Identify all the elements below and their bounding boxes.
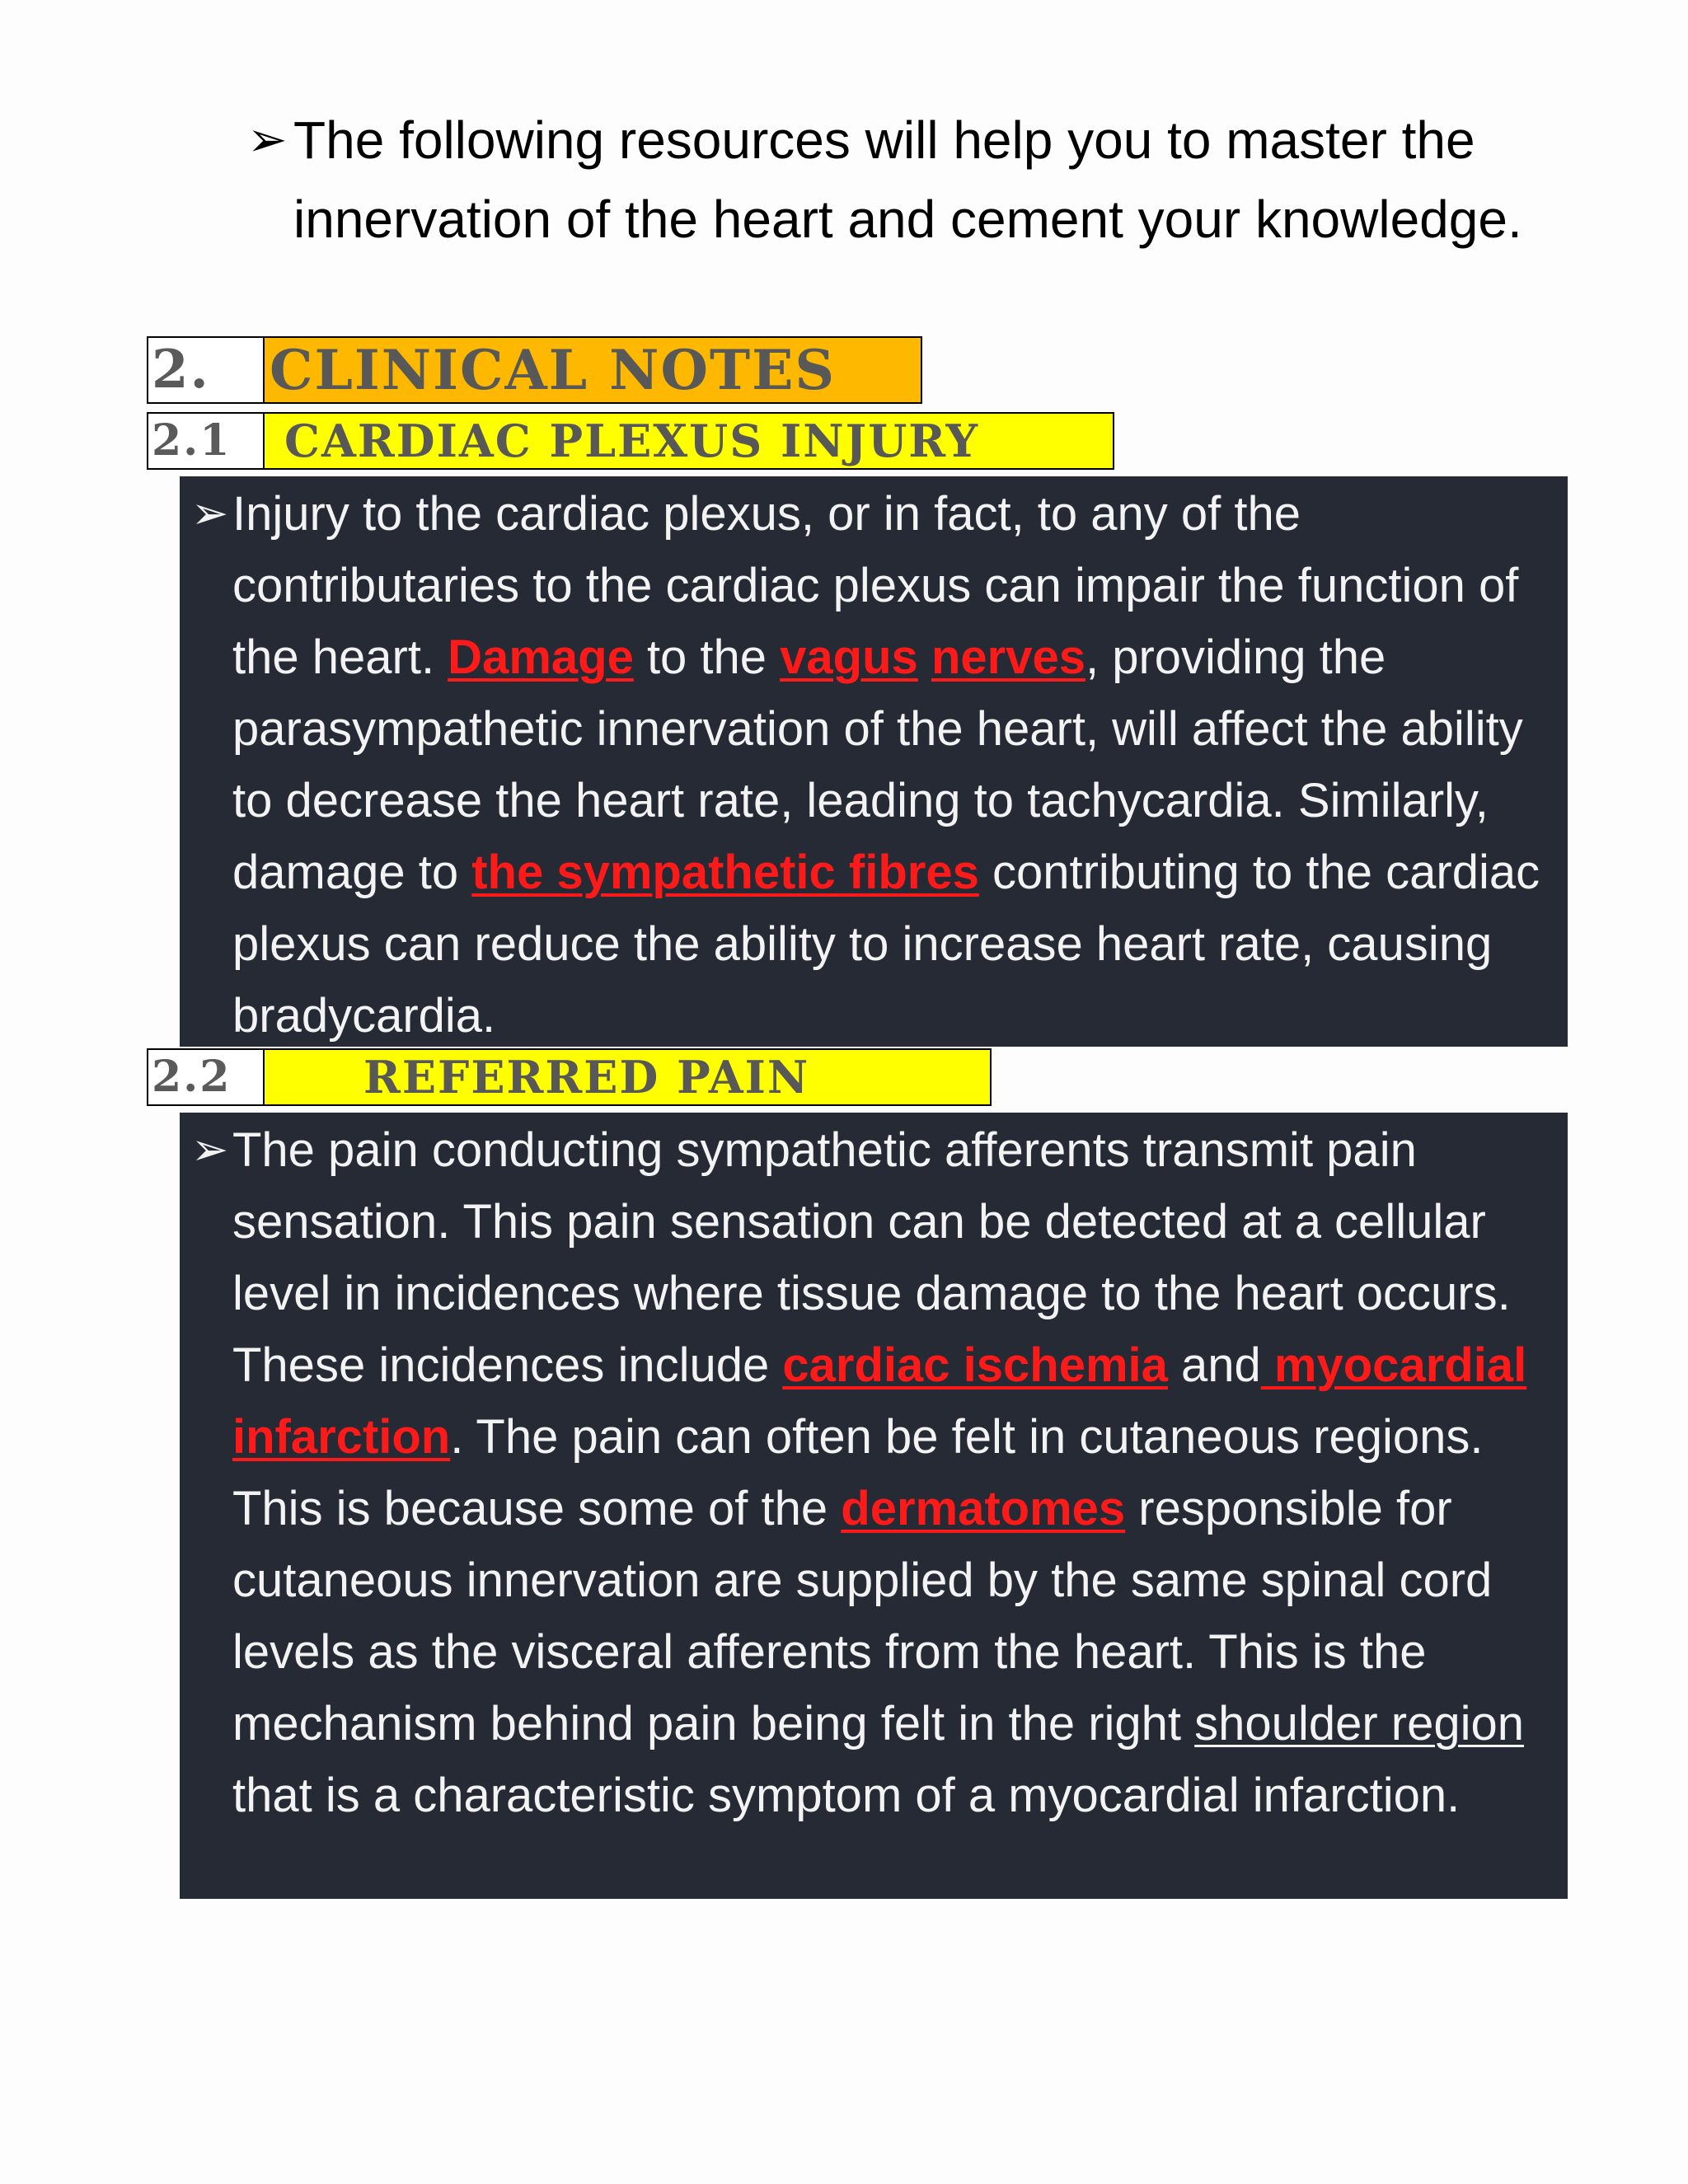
- text-run: responsible for cutaneous innervation are supplied by the same spinal cord levels as the visceral afferents from the heart. This is the mechanism behind pain being felt in the right: [232, 1482, 1493, 1750]
- referred-pain-paragraph: [232, 1114, 1559, 1831]
- section-2-1-number: 2.1: [147, 412, 263, 470]
- highlight-damage: Damage: [448, 630, 634, 684]
- text-run: , providing the parasympathetic innervation of the heart, will affect the ability to decrease the heart rate, leading to tachycardia. Similarly, damage to: [232, 630, 1523, 899]
- highlight-dermatomes: dermatomes: [841, 1482, 1126, 1535]
- highlight-myocardial-infarction: myocardial infarction: [232, 1338, 1527, 1464]
- section-2-heading: [147, 336, 922, 404]
- text-run: and: [1167, 1338, 1261, 1392]
- intro-text: The following resources will help you to master the innervation of the heart and cement your knowledge.: [293, 110, 1522, 249]
- referred-pain-box: [180, 1113, 1568, 1899]
- section-2-1-title: CARDIAC PLEXUS INJURY: [263, 412, 1114, 470]
- section-2-title: CLINICAL NOTES: [263, 336, 922, 404]
- text-run: Injury to the cardiac plexus, or in fact, to any of the contributaries to the cardiac plexus can impair the function of the heart.: [232, 487, 1519, 684]
- intro-bullet: [247, 101, 1566, 259]
- arrow-bullet-icon: ➢: [191, 489, 229, 538]
- text-run: [918, 630, 931, 684]
- cardiac-plexus-injury-paragraph: [232, 478, 1559, 1052]
- arrow-bullet-icon: ➢: [247, 113, 288, 166]
- section-2-1-heading: [147, 412, 1114, 470]
- section-2-number: 2.: [147, 336, 263, 404]
- section-2-2-heading: [147, 1048, 992, 1106]
- text-run: that is a characteristic symptom of a myocardial infarction.: [232, 1769, 1461, 1822]
- text-run: to the: [633, 630, 781, 684]
- text-run: . The pain can often be felt in cutaneous regions. This is because some of the: [232, 1410, 1484, 1535]
- highlight-nerves: nerves: [931, 630, 1085, 684]
- highlight-cardiac-ischemia: cardiac ischemia: [782, 1338, 1168, 1392]
- highlight-sympathetic-fibres: the sympathetic fibres: [471, 846, 979, 899]
- highlight-vagus: vagus: [780, 630, 918, 684]
- section-2-2-title: REFERRED PAIN: [263, 1048, 992, 1106]
- arrow-bullet-icon: ➢: [191, 1125, 229, 1174]
- text-run: The pain conducting sympathetic afferents transmit pain sensation. This pain sensation can be detected at a cellular level in incidences where tissue damage to the heart occurs. These incidences include: [232, 1123, 1511, 1392]
- section-2-2-number: 2.2: [147, 1048, 263, 1106]
- underline-shoulder-region: shoulder region: [1194, 1697, 1524, 1750]
- cardiac-plexus-injury-box: [180, 476, 1568, 1047]
- text-run: contributing to the cardiac plexus can reduce the ability to increase heart rate, causing bradycardia.: [232, 846, 1540, 1043]
